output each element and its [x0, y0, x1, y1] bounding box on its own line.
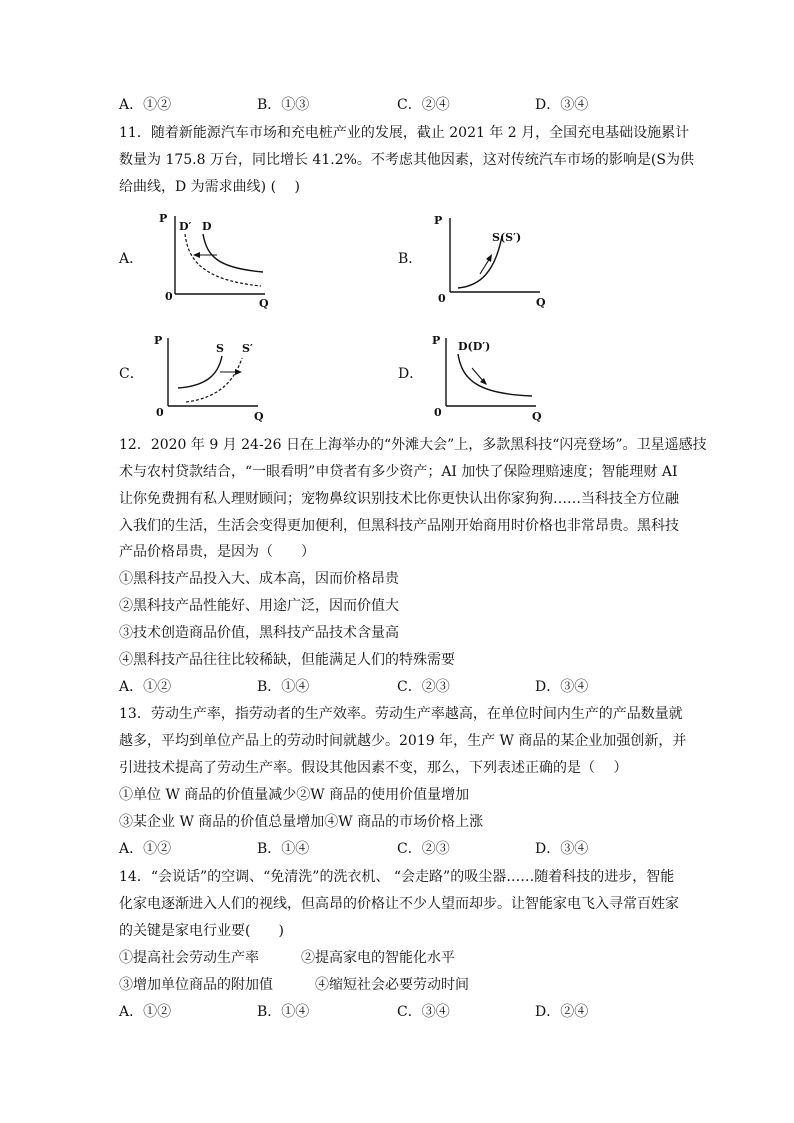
graph-c-curve-s-label: S	[216, 342, 224, 355]
graph-c-p-label: P	[154, 334, 163, 347]
q13-item-2: ③某企业 W 商品的价值总量增加④W 商品的市场价格上涨	[119, 814, 484, 830]
option-d[interactable]: D．③④	[535, 841, 589, 857]
q14-stem-line-3: 的关键是家电行业要( )	[119, 923, 284, 939]
graph-a-origin: 0	[165, 290, 173, 303]
graph-d-demand-unchanged	[428, 330, 558, 430]
q14-item-row-1: ①提高社会劳动生产率 ②提高家电的智能化水平	[119, 950, 455, 966]
q13-options	[119, 839, 679, 859]
q13-stem-line-2: 越多，平均到单位产品上的劳动时间就越少。2019 年，生产 W 商品的某企业加强创新，并	[119, 733, 687, 749]
q12-item-1: ①黑科技产品投入大、成本高，因而价格昂贵	[119, 571, 399, 587]
q12-options	[119, 677, 679, 697]
option-c[interactable]: C．②③	[397, 841, 450, 857]
q12-item-3: ③技术创造商品价值，黑科技产品技术含量高	[119, 625, 399, 641]
graph-a-label[interactable]: A．	[119, 251, 144, 267]
graph-b-curve-label: S(S′)	[492, 231, 522, 244]
graph-d-origin: 0	[434, 406, 442, 419]
option-d[interactable]: D．②④	[535, 1004, 589, 1020]
option-a[interactable]: A．①②	[119, 841, 172, 857]
graph-a-p-label: P	[159, 212, 168, 225]
option-d[interactable]: D．③④	[535, 679, 589, 695]
graph-b-p-label: P	[434, 214, 443, 227]
graph-c-label[interactable]: C．	[119, 366, 144, 382]
q13-stem-line-3: 引进技术提高了劳动生产率。假设其他因素不变，那么，下列表述正确的是（ ）	[119, 760, 628, 776]
q14-item-row-2: ③增加单位商品的附加值 ④缩短社会必要劳动时间	[119, 977, 469, 993]
graph-a-demand-shift	[155, 208, 285, 308]
q10-options	[119, 95, 679, 115]
graph-c-q-label: Q	[254, 410, 264, 423]
q14-stem-line-1: 14．“会说话”的空调、“免清洗”的洗衣机、 “会走路”的吸尘器……随着科技的进步，智能	[119, 869, 675, 885]
graph-b-q-label: Q	[536, 296, 546, 309]
q12-stem-line-3: 让你免费拥有私人理财顾问；宠物鼻纹识别技术比你更快认出你家狗狗……当科技全方位融	[119, 491, 679, 507]
option-b[interactable]: B．①④	[257, 679, 310, 695]
option-c[interactable]: C．②③	[397, 679, 450, 695]
q12-stem-line-1: 12．2020 年 9 月 24-26 日在上海举办的“外滩大会”上，多款黑科技“闪亮登场”。卫星遥感技	[119, 437, 707, 453]
graph-b-origin: 0	[438, 292, 446, 305]
option-b[interactable]: B．①④	[257, 841, 310, 857]
option-c[interactable]: C．②④	[397, 97, 450, 113]
option-b[interactable]: B．①③	[257, 97, 310, 113]
q12-item-4: ④黑科技产品往往比较稀缺，但能满足人们的特殊需要	[119, 652, 455, 668]
option-c[interactable]: C．③④	[397, 1004, 450, 1020]
option-d[interactable]: D．③④	[535, 97, 589, 113]
graph-c-curve-s-prime-label: S′	[242, 342, 253, 355]
graph-a-q-label: Q	[259, 297, 269, 310]
q12-item-2: ②黑科技产品性能好、用途广泛，因而价值大	[119, 598, 399, 614]
q11-stem-line-1: 11．随着新能源汽车市场和充电桩产业的发展，截止 2021 年 2 月，全国充电基础设施累计	[119, 125, 690, 141]
q14-options	[119, 1002, 679, 1022]
graph-c-supply-shift	[150, 330, 280, 430]
q12-stem-line-4: 入我们的生活，生活会变得更加便利，但黑科技产品刚开始商用时价格也非常昂贵。黑科技	[119, 518, 679, 534]
q14-stem-line-2: 化家电逐渐进入人们的视线，但高昂的价格让不少人望而却步。让智能家电飞入寻常百姓家	[119, 896, 679, 912]
q13-item-1: ①单位 W 商品的价值量减少②W 商品的使用价值量增加	[119, 787, 470, 803]
graph-a-curve-d-prime-label: D′	[179, 220, 192, 233]
graph-d-curve-label: D(D′)	[458, 340, 491, 353]
option-a[interactable]: A．①②	[119, 1004, 172, 1020]
graph-a-curve-d-label: D	[202, 220, 212, 233]
option-b[interactable]: B．①④	[257, 1004, 310, 1020]
option-a[interactable]: A．①②	[119, 97, 172, 113]
graph-c-origin: 0	[156, 406, 164, 419]
graph-d-p-label: P	[432, 334, 441, 347]
graph-b-supply-unchanged	[430, 210, 560, 310]
q11-stem-line-2: 数量为 175.8 万台，同比增长 41.2%。不考虑其他因素，这对传统汽车市场的影响是(S为供	[119, 152, 694, 168]
graph-d-label[interactable]: D．	[398, 366, 424, 382]
q11-stem-line-3: 给曲线，D 为需求曲线) ( )	[119, 179, 300, 195]
graph-b-label[interactable]: B．	[398, 251, 423, 267]
option-a[interactable]: A．①②	[119, 679, 172, 695]
q12-stem-line-2: 术与农村贷款结合，“一眼看明”申贷者有多少资产；AI 加快了保险理赔速度；智能理财 AI	[119, 464, 678, 480]
graph-d-q-label: Q	[532, 410, 542, 423]
q13-stem-line-1: 13．劳动生产率，指劳动者的生产效率。劳动生产率越高，在单位时间内生产的产品数量就	[119, 706, 683, 722]
q12-stem-line-5: 产品价格昂贵，是因为（ ）	[119, 544, 315, 560]
